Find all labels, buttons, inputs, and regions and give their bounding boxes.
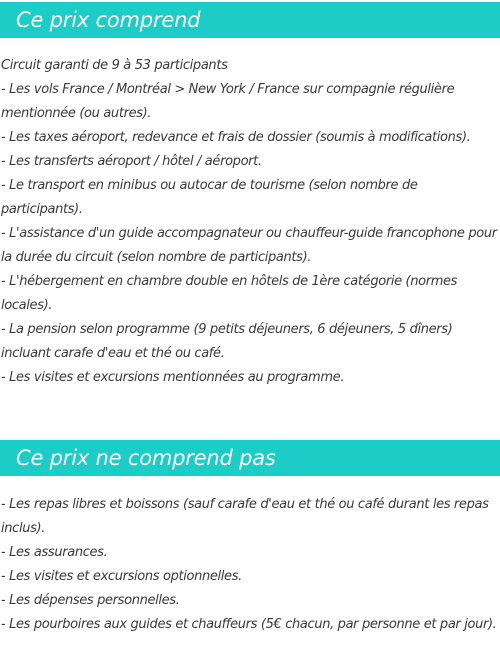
excludes-list-item: - Les repas libres et boissons (sauf carafe d'eau et thé ou café durant les repas inclus).: [1, 497, 489, 536]
excludes-section-header: [0, 440, 500, 476]
excludes-list-item: - Les visites et excursions optionnelles.: [1, 569, 242, 584]
includes-list-item: - Les vols France / Montréal > New York / France sur compagnie régulière mentionnée (ou autres).: [1, 82, 455, 121]
excludes-section-title: Ce prix ne comprend pas: [16, 446, 276, 470]
includes-list-item: - Les taxes aéroport, redevance et frais de dossier (soumis à modifications).: [1, 130, 471, 145]
includes-list: [1, 54, 500, 390]
excludes-list-item: - Les dépenses personnelles.: [1, 593, 180, 608]
includes-list-item: - L'assistance d'un guide accompagnateur ou chauffeur-guide francophone pour la durée du circuit (selon nombre de participants).: [1, 226, 497, 265]
excludes-list-item: - Les assurances.: [1, 545, 108, 560]
excludes-list-item: - Les pourboires aux guides et chauffeurs (5€ chacun, par personne et par jour).: [1, 617, 497, 632]
includes-list-item: - Les visites et excursions mentionnées au programme.: [1, 370, 345, 385]
includes-list-item: - Le transport en minibus ou autocar de tourisme (selon nombre de participants).: [1, 178, 418, 217]
includes-section-title: Ce prix comprend: [16, 8, 201, 32]
includes-list-item: Circuit garanti de 9 à 53 participants: [1, 58, 228, 73]
includes-section-header: [0, 2, 500, 38]
includes-list-item: - Les transferts aéroport / hôtel / aéroport.: [1, 154, 262, 169]
excludes-list: [1, 493, 500, 637]
includes-list-item: - L'hébergement en chambre double en hôtels de 1ère catégorie (normes locales).: [1, 274, 458, 313]
includes-list-item: - La pension selon programme (9 petits déjeuners, 6 déjeuners, 5 dîners) incluant carafe d'eau et thé ou café.: [1, 322, 453, 361]
